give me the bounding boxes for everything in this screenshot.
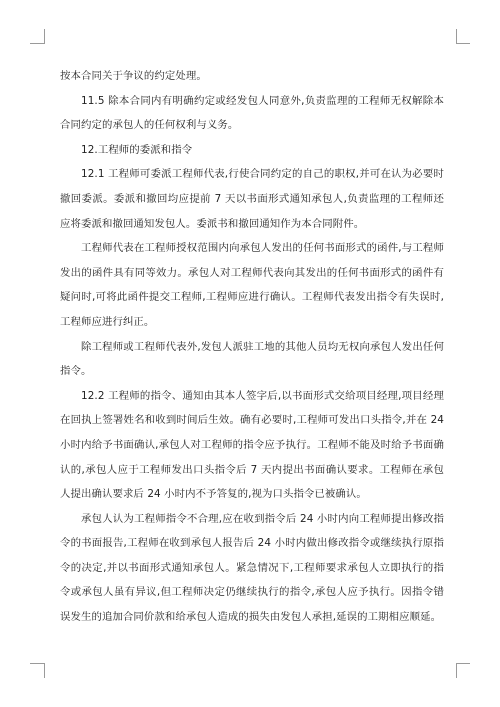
crop-mark-top-right-vertical xyxy=(456,29,457,44)
document-body xyxy=(60,64,444,630)
crop-mark-bottom-right-vertical xyxy=(456,663,457,678)
crop-mark-bottom-right-horizontal xyxy=(456,663,470,664)
crop-mark-top-right-horizontal xyxy=(456,43,470,44)
paragraph-engineer-representative: 工程师代表在工程师授权范围内向承包人发出的任何书面形式的函件,与工程师发出的函件具有同等效力。承包人对工程师代表向其发出的任何书面形式的函件有疑问时,可将此函件提交工程师,工程师应进行确认。工程师代表发出指令有失误时,工程师应进行纠正。 xyxy=(60,242,444,328)
paragraph-clause-12-2: 12.2 工程师的指令、通知由其本人签字后,以书面形式交给项目经理,项目经理在回执上签署姓名和收到时间后生效。确有必要时,工程师可发出口头指令,并在 24 小时内给予书面确认,承包人对工程师的指令应予执行。工程师不能及时给予书面确认的,承包人应于工程师发出口头指令后 7 天内提出书面确认要求。工程师在承包人提出确认要求后 24 小时内不予答复的,视为口头指令已被确认。 xyxy=(60,389,444,501)
crop-mark-top-left-vertical xyxy=(44,29,45,44)
paragraph-unreasonable-instruction: 承包人认为工程师指令不合理,应在收到指令后 24 小时内向工程师提出修改指令的书面报告,工程师在收到承包人报告后 24 小时内做出修改指令或继续执行原指令的决定,并以书面形式通知承包人。紧急情况下,工程师要求承包人立即执行的指令或承包人虽有异议,但工程师决定仍继续执行的指令,承包人应予执行。因指令错误发生的追加合同价款和给承包人造成的损失由发包人承担,延误的工期相应顺延。 xyxy=(60,512,444,624)
crop-mark-bottom-left-vertical xyxy=(44,663,45,678)
paragraph-clause-12-1: 12.1 工程师可委派工程师代表,行使合同约定的自己的职权,并可在认为必要时撤回委派。委派和撤回均应提前 7 天以书面形式通知承包人,负责监理的工程师还应将委派和撤回通知发包人。委派书和撤回通知作为本合同附件。 xyxy=(60,168,444,230)
section-heading-12: 12.工程师的委派和指令 xyxy=(81,143,193,156)
paragraph-other-personnel: 除工程师或工程师代表外,发包人派驻工地的其他人员均无权向承包人发出任何指令。 xyxy=(60,340,444,378)
paragraph-dispute-handling: 按本合同关于争议的约定处理。 xyxy=(60,70,207,82)
paragraph-clause-11-5: 11.5 除本合同内有明确约定或经发包人同意外,负责监理的工程师无权解除本合同约定的承包人的任何权利与义务。 xyxy=(60,94,444,132)
crop-mark-top-left-horizontal xyxy=(30,43,44,44)
crop-mark-bottom-left-horizontal xyxy=(30,663,44,664)
